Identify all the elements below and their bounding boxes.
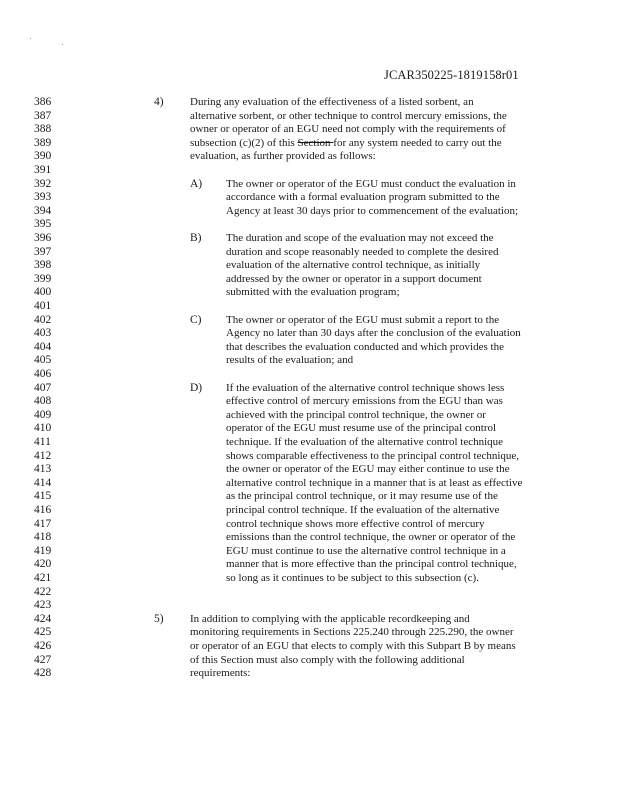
line-number: 412: [34, 449, 52, 462]
line-number: 411: [34, 436, 51, 448]
line-number: 391: [34, 164, 52, 176]
item-4-line: owner or operator of an EGU need not comply with the requirements of: [190, 123, 506, 136]
line-number: 414: [34, 476, 52, 489]
line-number: 400: [34, 286, 52, 299]
line-number: 389: [34, 136, 52, 149]
line-number: 408: [34, 395, 52, 408]
sub-b-line: submitted with the evaluation program;: [226, 286, 400, 299]
scan-speck: [30, 38, 31, 39]
sub-d-label: D): [190, 381, 203, 394]
line-number: 405: [34, 354, 52, 367]
line-number: 422: [34, 585, 52, 598]
sub-d-line: EGU must continue to use the alternative control technique in a: [226, 544, 506, 557]
sub-c-line: results of the evaluation; and: [226, 354, 354, 367]
struck-text: Section: [297, 136, 334, 149]
line-number: 406: [34, 368, 52, 380]
line-number: 428: [34, 667, 52, 680]
item-4-label: 4): [154, 96, 164, 108]
sub-d-line: as the principal control technique, or it may resume use of the: [226, 490, 498, 503]
item-4-line: [190, 137, 502, 151]
line-number: 397: [34, 245, 52, 258]
line-number: 403: [34, 327, 52, 340]
item-5-line: requirements:: [190, 667, 251, 680]
item-5-line: or operator of an EGU that elects to comply with this Subpart B by means: [190, 640, 516, 652]
sub-d-line: principal control technique. If the evaluation of the alternative: [226, 504, 500, 516]
sub-a-line: The owner or operator of the EGU must conduct the evaluation in: [226, 177, 516, 190]
item-5-line: In addition to complying with the applicable recordkeeping and: [190, 612, 470, 625]
document-id: JCAR350225-1819158r01: [384, 68, 519, 82]
line-number: 426: [34, 640, 52, 652]
item-5-label: 5): [154, 612, 164, 625]
sub-a-line: accordance with a formal evaluation program submitted to the: [226, 191, 500, 204]
sub-d-line: technique. If the evaluation of the alternative control technique: [226, 436, 504, 448]
item-5-line: of this Section must also comply with the following additional: [190, 653, 465, 666]
line-number: 386: [34, 96, 52, 108]
sub-a-line: Agency at least 30 days prior to commencement of the evaluation;: [226, 204, 519, 217]
sub-a-label: A): [190, 177, 203, 190]
sub-d-line: manner that is more effective than the principal control technique,: [226, 558, 517, 571]
line-number: 399: [34, 272, 52, 285]
line-number: 418: [34, 531, 52, 544]
item-4-line: alternative sorbent, or other technique to control mercury emissions, the: [190, 109, 507, 122]
line-number: 409: [34, 408, 52, 421]
sub-c-line: Agency no later than 30 days after the conclusion of the evaluation: [226, 327, 521, 340]
line-number: 394: [34, 204, 52, 217]
line-number: 393: [34, 191, 52, 204]
sub-d-line: control technique shows more effective control of mercury: [226, 517, 485, 530]
sub-c-line: The owner or operator of the EGU must submit a report to the: [226, 313, 500, 326]
sub-b-line: addressed by the owner or operator in a support document: [226, 272, 482, 285]
line-number: 410: [34, 422, 52, 435]
line-number: 421: [34, 572, 52, 584]
sub-d-line: effective control of mercury emissions from the EGU than was: [226, 395, 503, 408]
line-number: 419: [34, 544, 52, 557]
sub-b-label: B): [190, 232, 202, 244]
sub-d-line: emissions than the control technique, the owner or operator of the: [226, 531, 516, 544]
line-number: 401: [34, 300, 52, 312]
sub-c-label: C): [190, 313, 202, 326]
sub-d-line: achieved with the principal control technique, the owner or: [226, 408, 486, 421]
sub-b-line: The duration and scope of the evaluation may not exceed the: [226, 232, 494, 244]
item-4-text: for any system needed to carry out the: [333, 136, 502, 149]
line-number: 423: [34, 599, 52, 612]
sub-d-line: If the evaluation of the alternative control technique shows less: [226, 381, 505, 394]
line-number: 390: [34, 150, 52, 163]
sub-d-line: shows comparable effectiveness to the principal control technique,: [226, 449, 520, 462]
line-number: 398: [34, 259, 52, 272]
sub-d-line: operator of the EGU must resume use of the principal control: [226, 422, 497, 435]
line-number: 388: [34, 123, 52, 136]
sub-c-line: that describes the evaluation conducted and which provides the: [226, 340, 504, 353]
item-4-line: During any evaluation of the effectiveness of a listed sorbent, an: [190, 96, 474, 108]
sub-d-line: the owner or operator of the EGU may either continue to use the: [226, 463, 510, 476]
item-5-line: monitoring requirements in Sections 225.240 through 225.290, the owner: [190, 626, 514, 639]
sub-b-line: duration and scope reasonably needed to complete the desired: [226, 245, 499, 258]
line-number: 417: [34, 517, 52, 530]
sub-d-line: so long as it continues to be subject to this subsection (c).: [226, 572, 479, 584]
line-number: 392: [34, 177, 52, 190]
line-number: 424: [34, 612, 52, 625]
line-number: 402: [34, 313, 52, 326]
item-4-line: evaluation, as further provided as follows:: [190, 150, 376, 163]
line-number: 427: [34, 653, 52, 666]
scan-speck: [62, 44, 63, 45]
line-number: 413: [34, 463, 52, 476]
item-4-text: subsection (c)(2) of this: [190, 136, 298, 149]
line-number: 415: [34, 490, 52, 503]
line-number: 407: [34, 381, 52, 394]
line-number: 420: [34, 558, 52, 571]
line-number: 395: [34, 218, 52, 231]
line-number: 404: [34, 340, 52, 353]
line-number: 425: [34, 626, 52, 639]
sub-b-line: evaluation of the alternative control technique, as initially: [226, 259, 481, 272]
line-number: 387: [34, 109, 52, 122]
line-number: 396: [34, 232, 52, 244]
sub-d-line: alternative control technique in a manner that is at least as effective: [226, 476, 523, 489]
line-number: 416: [34, 504, 52, 516]
